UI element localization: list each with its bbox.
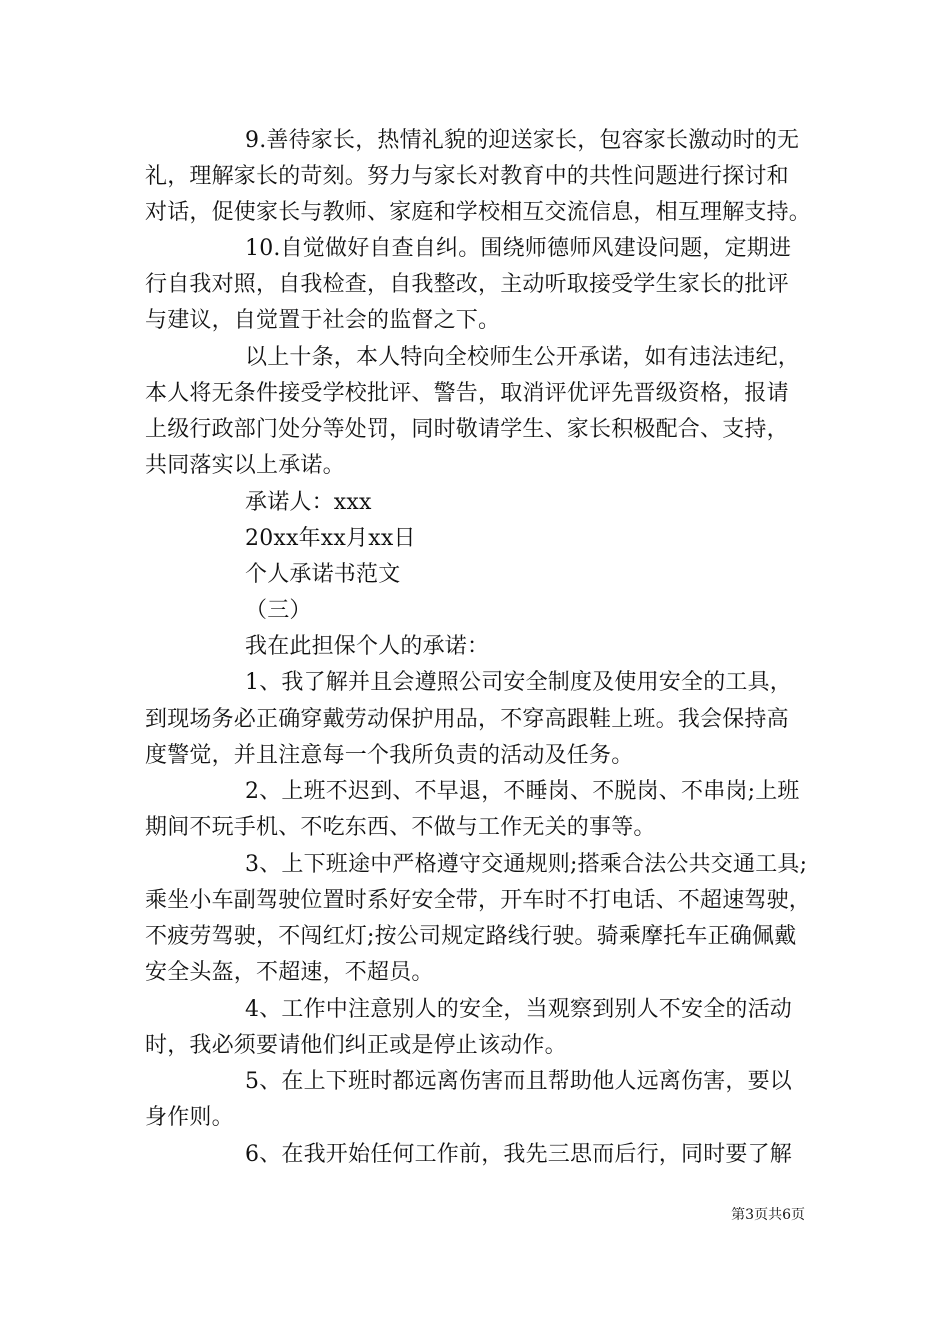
paragraph-line: 安全头盔，不超速，不超员。 (145, 960, 434, 985)
paragraph-line: 3、上下班途中严格遵守交通规则;搭乘合法公共交通工具; (245, 852, 808, 877)
paragraph-line: 本人将无条件接受学校批评、警告，取消评优评先晋级资格，报请 (145, 381, 789, 406)
paragraph-line: 到现场务必正确穿戴劳动保护用品，不穿高跟鞋上班。我会保持高 (145, 707, 789, 732)
paragraph-line: 乘坐小车副驾驶位置时系好安全带，开车时不打电话、不超速驾驶， (145, 888, 812, 913)
paragraph-line: 时，我必须要请他们纠正或是停止该动作。 (145, 1033, 567, 1058)
date-line: 20xx年xx月xx日 (245, 526, 416, 551)
paragraph-line: 1、我了解并且会遵照公司安全制度及使用安全的工具， (245, 670, 792, 695)
section-number: （三） (245, 598, 312, 623)
paragraph-line: 上级行政部门处分等处罚，同时敬请学生、家长积极配合、支持， (145, 417, 789, 442)
paragraph-line: 我在此担保个人的承诺： (245, 634, 490, 659)
paragraph-line: 9.善待家长，热情礼貌的迎送家长，包容家长激动时的无 (245, 128, 800, 153)
paragraph-line: 与建议，自觉置于社会的监督之下。 (145, 308, 501, 333)
paragraph-line: 以上十条，本人特向全校师生公开承诺，如有违法违纪， (245, 345, 801, 370)
paragraph-line: 5、在上下班时都远离伤害而且帮助他人远离伤害，要以 (245, 1069, 792, 1094)
page-number-footer: 第3页共6页 (731, 1207, 805, 1223)
paragraph-line: 礼，理解家长的苛刻。努力与家长对教育中的共性问题进行探讨和 (145, 164, 789, 189)
paragraph-line: 对话，促使家长与教师、家庭和学校相互交流信息，相互理解支持。 (145, 200, 812, 225)
paragraph-line: 4、工作中注意别人的安全，当观察到别人不安全的活动 (245, 997, 792, 1022)
paragraph-line: 不疲劳驾驶，不闯红灯;按公司规定路线行驶。骑乘摩托车正确佩戴 (145, 924, 797, 949)
paragraph-line: 10.自觉做好自查自纠。围绕师德师风建设问题，定期进 (245, 236, 792, 261)
paragraph-line: 期间不玩手机、不吃东西、不做与工作无关的事等。 (145, 815, 656, 840)
signatory-line: 承诺人：xxx (245, 490, 372, 515)
paragraph-line: 2、上班不迟到、不早退，不睡岗、不脱岗、不串岗;上班 (245, 779, 800, 804)
paragraph-line: 6、在我开始任何工作前，我先三思而后行，同时要了解 (245, 1142, 792, 1167)
paragraph-line: 度警觉，并且注意每一个我所负责的活动及任务。 (145, 743, 634, 768)
paragraph-line: 共同落实以上承诺。 (145, 453, 345, 478)
paragraph-line: 身作则。 (145, 1105, 234, 1130)
paragraph-line: 行自我对照，自我检查，自我整改，主动听取接受学生家长的批评 (145, 272, 789, 297)
section-title: 个人承诺书范文 (245, 562, 401, 587)
